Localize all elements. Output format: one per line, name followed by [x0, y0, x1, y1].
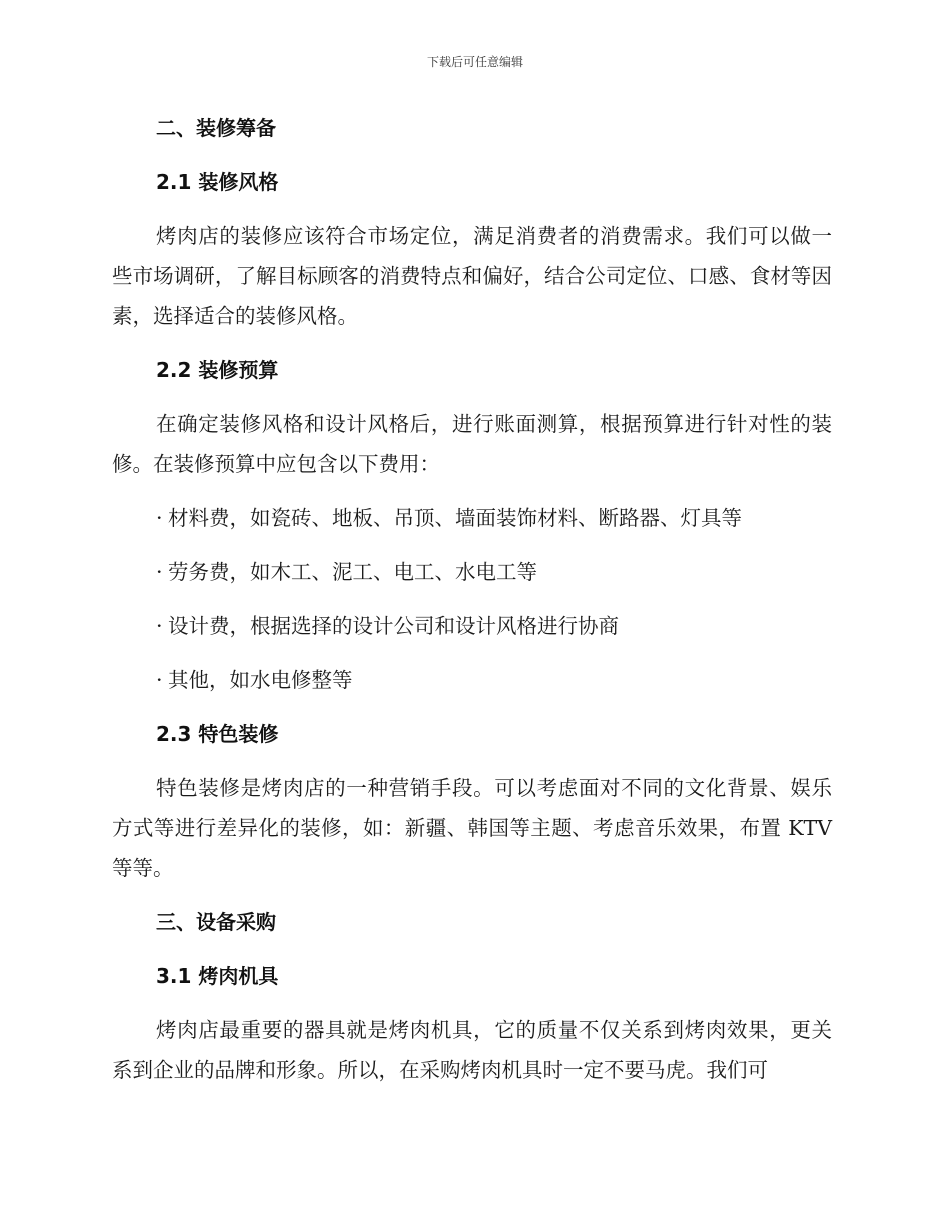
paragraph-featured-decoration: 特色装修是烤肉店的一种营销手段。可以考虑面对不同的文化背景、娱乐方式等进行差异化的装修，如：新疆、韩国等主题、考虑音乐效果，布置 KTV 等等。	[112, 776, 832, 880]
list-item	[112, 498, 832, 538]
list-item	[112, 606, 832, 646]
section-heading-decoration-prep: 二、装修筹备	[156, 116, 276, 140]
document-body	[112, 108, 832, 1104]
subsection-heading-featured-decoration: 2.3 特色装修	[156, 722, 279, 746]
paragraph-decoration-budget: 在确定装修风格和设计风格后，进行账面测算，根据预算进行针对性的装修。在装修预算中应包含以下费用：	[112, 412, 832, 476]
page-header: 下载后可任意编辑	[426, 55, 523, 69]
bullet: ·	[156, 560, 163, 584]
list-item-text: 劳务费，如木工、泥工、电工、水电工等	[168, 560, 537, 584]
subsection-heading-decoration-style: 2.1 装修风格	[156, 170, 279, 194]
list-item	[112, 552, 832, 592]
section-heading-equipment-purchase: 三、设备采购	[156, 910, 276, 934]
list-item-text: 设计费，根据选择的设计公司和设计风格进行协商	[168, 614, 619, 638]
paragraph-decoration-style: 烤肉店的装修应该符合市场定位，满足消费者的消费需求。我们可以做一些市场调研，了解目标顾客的消费特点和偏好，结合公司定位、口感、食材等因素，选择适合的装修风格。	[112, 224, 832, 328]
paragraph-bbq-equipment: 烤肉店最重要的器具就是烤肉机具，它的质量不仅关系到烤肉效果，更关系到企业的品牌和形象。所以，在采购烤肉机具时一定不要马虎。我们可	[112, 1018, 832, 1082]
list-item-text: 材料费，如瓷砖、地板、吊顶、墙面装饰材料、断路器、灯具等	[168, 506, 742, 530]
subsection-heading-bbq-equipment: 3.1 烤肉机具	[156, 964, 279, 988]
list-item-text: 其他，如水电修整等	[168, 668, 353, 692]
bullet: ·	[156, 668, 163, 692]
bullet: ·	[156, 614, 163, 638]
subsection-heading-decoration-budget: 2.2 装修预算	[156, 358, 279, 382]
list-item	[112, 660, 832, 700]
bullet: ·	[156, 506, 163, 530]
